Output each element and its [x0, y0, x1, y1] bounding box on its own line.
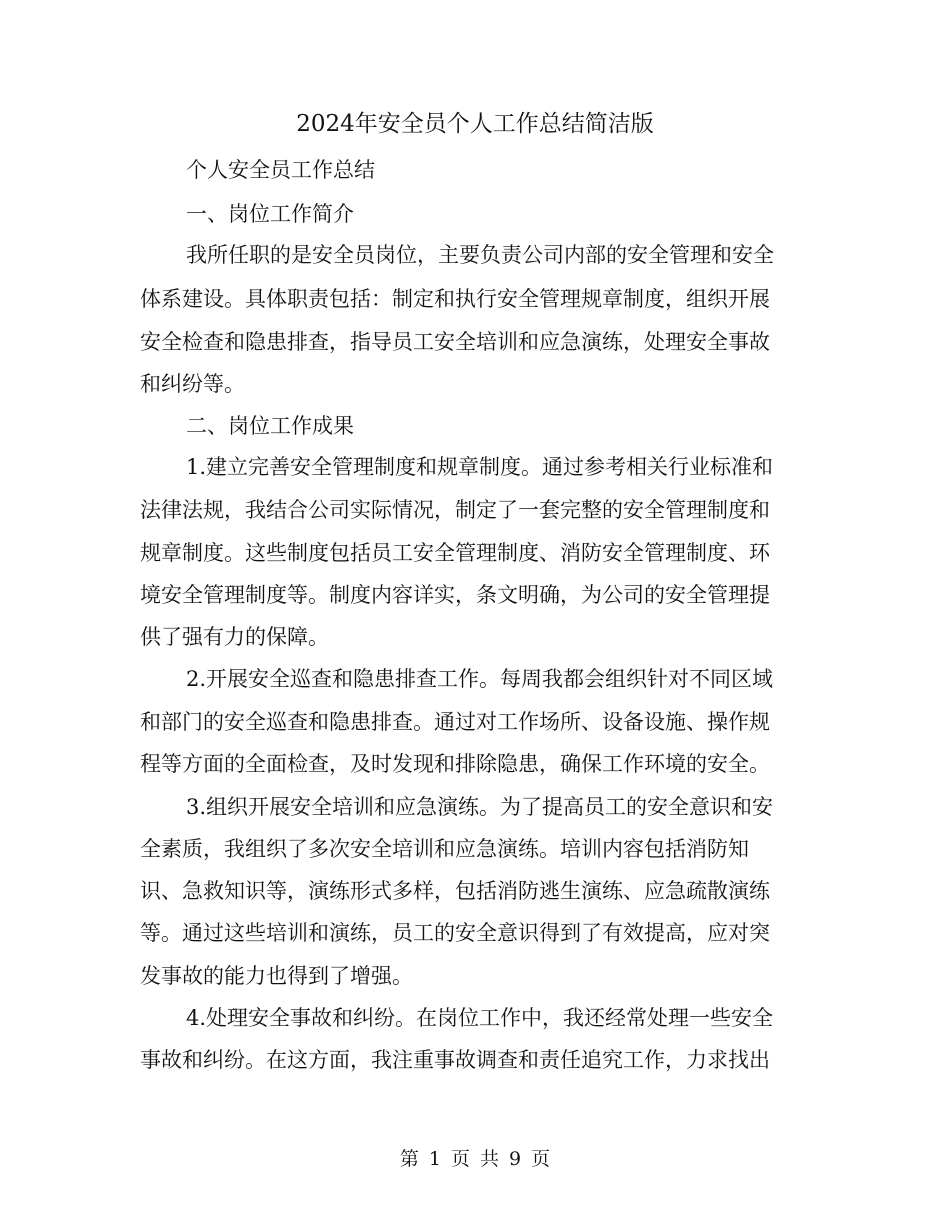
paragraph-line: 境安全管理制度等。制度内容详实，条文明确，为公司的安全管理提 — [140, 583, 770, 607]
paragraph-line: 和部门的安全巡查和隐患排查。通过对工作场所、设备设施、操作规 — [140, 710, 770, 734]
paragraph-line: 供了强有力的保障。 — [140, 625, 329, 649]
paragraph-line: 安全检查和隐患排查，指导员工安全培训和应急演练，处理安全事故 — [140, 330, 770, 354]
paragraph-line: 法律法规，我结合公司实际情况，制定了一套完整的安全管理制度和 — [140, 498, 770, 522]
paragraph-line: 发事故的能力也得到了增强。 — [140, 964, 413, 988]
paragraph-line: 3.组织开展安全培训和应急演练。为了提高员工的安全意识和安 — [186, 795, 774, 819]
paragraph-line: 1.建立完善安全管理制度和规章制度。通过参考相关行业标准和 — [186, 455, 774, 479]
paragraph-line: 和纠纷等。 — [140, 372, 245, 396]
paragraph-line: 程等方面的全面检查，及时发现和排除隐患，确保工作环境的安全。 — [140, 752, 770, 776]
paragraph-line: 事故和纠纷。在这方面，我注重事故调查和责任追究工作，力求找出 — [140, 1048, 770, 1072]
paragraph-line: 4.处理安全事故和纠纷。在岗位工作中，我还经常处理一些安全 — [186, 1006, 774, 1030]
page-number-footer: 第 1 页 共 9 页 — [399, 1148, 551, 1170]
paragraph-line: 规章制度。这些制度包括员工安全管理制度、消防安全管理制度、环 — [140, 541, 770, 565]
paragraph-line: 等。通过这些培训和演练，员工的安全意识得到了有效提高，应对突 — [140, 921, 770, 945]
paragraph-line: 我所任职的是安全员岗位，主要负责公司内部的安全管理和安全 — [186, 243, 774, 267]
subtitle: 个人安全员工作总结 — [186, 158, 375, 182]
document-title: 2024年安全员个人工作总结简洁版 — [296, 111, 654, 137]
paragraph-line: 体系建设。具体职责包括：制定和执行安全管理规章制度，组织开展 — [140, 287, 770, 311]
paragraph-line: 全素质，我组织了多次安全培训和应急演练。培训内容包括消防知 — [140, 837, 749, 861]
paragraph-line: 识、急救知识等，演练形式多样，包括消防逃生演练、应急疏散演练 — [140, 879, 770, 903]
paragraph-line: 2.开展安全巡查和隐患排查工作。每周我都会组织针对不同区域 — [186, 667, 774, 691]
section-heading: 二、岗位工作成果 — [186, 414, 354, 438]
section-heading: 一、岗位工作简介 — [186, 202, 354, 226]
